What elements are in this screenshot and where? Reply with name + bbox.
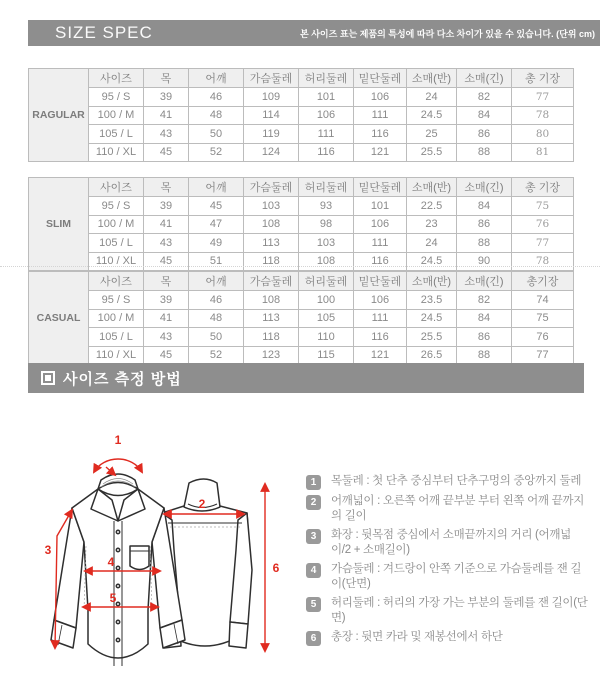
value-cell: 39 bbox=[144, 88, 189, 107]
value-cell: 106 bbox=[354, 291, 407, 310]
value-cell: 86 bbox=[457, 125, 512, 144]
item-text: 어깨넓이 : 오른쪽 어깨 끝부분 부터 왼쪽 어깨 끝까지의 길이 bbox=[331, 495, 585, 522]
item-text: 화장 : 뒷목점 중심에서 소매끝까지의 거리 (어깨넓이/2 + 소매길이) bbox=[331, 529, 571, 556]
value-cell: 43 bbox=[144, 125, 189, 144]
value-cell: 115 bbox=[299, 346, 354, 365]
value-cell: 39 bbox=[144, 291, 189, 310]
value-cell: 47 bbox=[189, 215, 244, 234]
measure-arrow-neck bbox=[94, 459, 142, 472]
value-cell: 49 bbox=[189, 234, 244, 253]
size-table-slim bbox=[28, 177, 574, 271]
value-cell: 51 bbox=[189, 252, 244, 271]
size-cell: 105 / L bbox=[89, 328, 144, 347]
column-header: 밑단둘레 bbox=[354, 69, 407, 88]
value-cell: 78 bbox=[512, 106, 574, 125]
size-cell: 95 / S bbox=[89, 88, 144, 107]
value-cell: 52 bbox=[189, 143, 244, 162]
item-number-badge: 2 bbox=[306, 495, 321, 510]
group-label: CASUAL bbox=[29, 272, 89, 365]
value-cell: 41 bbox=[144, 106, 189, 125]
value-cell: 114 bbox=[244, 106, 299, 125]
value-cell: 82 bbox=[457, 88, 512, 107]
diagram-label-2: 2 bbox=[198, 497, 206, 511]
value-cell: 76 bbox=[512, 328, 574, 347]
table-row bbox=[29, 328, 574, 347]
column-header: 소매(긴) bbox=[457, 272, 512, 291]
column-header: 소매(긴) bbox=[457, 178, 512, 197]
size-cell: 105 / L bbox=[89, 234, 144, 253]
value-cell: 77 bbox=[512, 234, 574, 253]
table-row bbox=[29, 88, 574, 107]
diagram-label-3: 3 bbox=[44, 543, 52, 557]
size-cell: 100 / M bbox=[89, 309, 144, 328]
item-text: 가슴둘레 : 겨드랑이 안쪽 기준으로 가슴둘레를 잰 길이(단면) bbox=[331, 563, 582, 590]
item-number-badge: 5 bbox=[306, 597, 321, 612]
table-row bbox=[29, 106, 574, 125]
value-cell: 111 bbox=[354, 106, 407, 125]
value-cell: 111 bbox=[299, 125, 354, 144]
table-row bbox=[29, 143, 574, 162]
value-cell: 26.5 bbox=[407, 346, 457, 365]
table-row bbox=[29, 252, 574, 271]
size-cell: 95 / S bbox=[89, 291, 144, 310]
value-cell: 23 bbox=[407, 215, 457, 234]
value-cell: 78 bbox=[512, 252, 574, 271]
value-cell: 84 bbox=[457, 106, 512, 125]
item-number-badge: 1 bbox=[306, 475, 321, 490]
size-table-casual bbox=[28, 271, 574, 365]
header-note: 본 사이즈 표는 제품의 특성에 따라 다소 차이가 있을 수 있습니다. (단위 cm) bbox=[300, 28, 595, 39]
column-header: 밑단둘레 bbox=[354, 272, 407, 291]
measure-guide-item bbox=[306, 596, 590, 626]
value-cell: 90 bbox=[457, 252, 512, 271]
size-cell: 110 / XL bbox=[89, 346, 144, 365]
column-header: 총 기장 bbox=[512, 178, 574, 197]
value-cell: 105 bbox=[299, 309, 354, 328]
value-cell: 113 bbox=[244, 309, 299, 328]
column-header: 소매(긴) bbox=[457, 69, 512, 88]
table-row bbox=[29, 197, 574, 216]
value-cell: 88 bbox=[457, 143, 512, 162]
diagram-label-5: 5 bbox=[109, 591, 117, 605]
size-cell: 100 / M bbox=[89, 215, 144, 234]
value-cell: 84 bbox=[457, 309, 512, 328]
column-header: 목 bbox=[144, 272, 189, 291]
diagram-label-4: 4 bbox=[107, 555, 115, 569]
size-cell: 110 / XL bbox=[89, 252, 144, 271]
table-row bbox=[29, 234, 574, 253]
front-shirt bbox=[51, 474, 185, 666]
value-cell: 106 bbox=[299, 106, 354, 125]
item-number-badge: 4 bbox=[306, 563, 321, 578]
value-cell: 43 bbox=[144, 234, 189, 253]
value-cell: 86 bbox=[457, 328, 512, 347]
value-cell: 45 bbox=[144, 143, 189, 162]
value-cell: 108 bbox=[299, 252, 354, 271]
value-cell: 109 bbox=[244, 88, 299, 107]
value-cell: 50 bbox=[189, 125, 244, 144]
column-header: 허리둘레 bbox=[299, 272, 354, 291]
value-cell: 93 bbox=[299, 197, 354, 216]
value-cell: 118 bbox=[244, 328, 299, 347]
value-cell: 119 bbox=[244, 125, 299, 144]
column-header: 가슴둘레 bbox=[244, 69, 299, 88]
value-cell: 101 bbox=[299, 88, 354, 107]
size-cell: 100 / M bbox=[89, 106, 144, 125]
value-cell: 45 bbox=[144, 252, 189, 271]
item-number-badge: 3 bbox=[306, 529, 321, 544]
value-cell: 86 bbox=[457, 215, 512, 234]
value-cell: 50 bbox=[189, 328, 244, 347]
value-cell: 113 bbox=[244, 234, 299, 253]
value-cell: 41 bbox=[144, 215, 189, 234]
shirt-measurement-diagram bbox=[24, 420, 304, 699]
column-header: 허리둘레 bbox=[299, 69, 354, 88]
column-header: 어깨 bbox=[189, 272, 244, 291]
value-cell: 81 bbox=[512, 143, 574, 162]
table-row bbox=[29, 291, 574, 310]
column-header: 가슴둘레 bbox=[244, 272, 299, 291]
value-cell: 103 bbox=[244, 197, 299, 216]
value-cell: 23.5 bbox=[407, 291, 457, 310]
value-cell: 48 bbox=[189, 309, 244, 328]
measure-guide-item bbox=[306, 528, 590, 558]
value-cell: 103 bbox=[299, 234, 354, 253]
value-cell: 24.5 bbox=[407, 106, 457, 125]
group-label: RAGULAR bbox=[29, 69, 89, 162]
value-cell: 76 bbox=[512, 215, 574, 234]
table-row bbox=[29, 346, 574, 365]
measure-pointer-collar bbox=[106, 467, 115, 475]
section-title: 사이즈 측정 방법 bbox=[63, 370, 182, 388]
item-text: 총장 : 뒷면 카라 및 재봉선에서 하단 bbox=[331, 631, 503, 643]
value-cell: 116 bbox=[354, 252, 407, 271]
value-cell: 25.5 bbox=[407, 143, 457, 162]
diagram-label-6: 6 bbox=[272, 561, 280, 575]
value-cell: 110 bbox=[299, 328, 354, 347]
page-title: SIZE SPEC bbox=[55, 23, 153, 42]
size-cell: 110 / XL bbox=[89, 143, 144, 162]
column-header: 어깨 bbox=[189, 69, 244, 88]
value-cell: 98 bbox=[299, 215, 354, 234]
measure-guide-item bbox=[306, 474, 590, 490]
column-header: 소매(반) bbox=[407, 272, 457, 291]
value-cell: 80 bbox=[512, 125, 574, 144]
table-row bbox=[29, 309, 574, 328]
table-divider bbox=[0, 266, 600, 267]
table-row bbox=[29, 215, 574, 234]
value-cell: 75 bbox=[512, 309, 574, 328]
value-cell: 123 bbox=[244, 346, 299, 365]
size-spec-header bbox=[28, 20, 600, 46]
value-cell: 100 bbox=[299, 291, 354, 310]
table-row bbox=[29, 125, 574, 144]
value-cell: 121 bbox=[354, 346, 407, 365]
measure-guide-item bbox=[306, 494, 590, 524]
value-cell: 25.5 bbox=[407, 328, 457, 347]
value-cell: 48 bbox=[189, 106, 244, 125]
value-cell: 43 bbox=[144, 328, 189, 347]
value-cell: 101 bbox=[354, 197, 407, 216]
size-cell: 105 / L bbox=[89, 125, 144, 144]
value-cell: 22.5 bbox=[407, 197, 457, 216]
column-header: 총 기장 bbox=[512, 69, 574, 88]
column-header: 사이즈 bbox=[89, 178, 144, 197]
value-cell: 118 bbox=[244, 252, 299, 271]
value-cell: 74 bbox=[512, 291, 574, 310]
column-header: 사이즈 bbox=[89, 69, 144, 88]
value-cell: 116 bbox=[354, 328, 407, 347]
column-header: 허리둘레 bbox=[299, 178, 354, 197]
column-header: 밑단둘레 bbox=[354, 178, 407, 197]
value-cell: 45 bbox=[144, 346, 189, 365]
value-cell: 82 bbox=[457, 291, 512, 310]
value-cell: 24 bbox=[407, 88, 457, 107]
measure-guide-item bbox=[306, 630, 590, 646]
measure-guide-item bbox=[306, 562, 590, 592]
value-cell: 108 bbox=[244, 215, 299, 234]
size-cell: 95 / S bbox=[89, 197, 144, 216]
value-cell: 77 bbox=[512, 88, 574, 107]
value-cell: 88 bbox=[457, 346, 512, 365]
square-icon bbox=[41, 371, 55, 385]
item-number-badge: 6 bbox=[306, 631, 321, 646]
value-cell: 121 bbox=[354, 143, 407, 162]
value-cell: 41 bbox=[144, 309, 189, 328]
column-header: 소매(반) bbox=[407, 178, 457, 197]
value-cell: 108 bbox=[244, 291, 299, 310]
value-cell: 45 bbox=[189, 197, 244, 216]
value-cell: 84 bbox=[457, 197, 512, 216]
value-cell: 116 bbox=[299, 143, 354, 162]
value-cell: 111 bbox=[354, 309, 407, 328]
value-cell: 46 bbox=[189, 291, 244, 310]
value-cell: 24.5 bbox=[407, 309, 457, 328]
item-text: 목둘레 : 첫 단추 중심부터 단추구멍의 중앙까지 둘레 bbox=[331, 475, 582, 487]
value-cell: 111 bbox=[354, 234, 407, 253]
value-cell: 52 bbox=[189, 346, 244, 365]
value-cell: 116 bbox=[354, 125, 407, 144]
value-cell: 88 bbox=[457, 234, 512, 253]
value-cell: 106 bbox=[354, 88, 407, 107]
column-header: 어깨 bbox=[189, 178, 244, 197]
measure-guide-list bbox=[306, 474, 590, 650]
value-cell: 46 bbox=[189, 88, 244, 107]
value-cell: 124 bbox=[244, 143, 299, 162]
diagram-label-1: 1 bbox=[114, 433, 122, 447]
value-cell: 39 bbox=[144, 197, 189, 216]
measure-section-header bbox=[28, 363, 584, 393]
size-table-ragular bbox=[28, 68, 574, 162]
value-cell: 25 bbox=[407, 125, 457, 144]
column-header: 목 bbox=[144, 69, 189, 88]
item-text: 허리둘레 : 허리의 가장 가는 부분의 둘레를 잰 길이(단면) bbox=[331, 597, 588, 624]
column-header: 목 bbox=[144, 178, 189, 197]
value-cell: 106 bbox=[354, 215, 407, 234]
column-header: 총기장 bbox=[512, 272, 574, 291]
value-cell: 77 bbox=[512, 346, 574, 365]
column-header: 사이즈 bbox=[89, 272, 144, 291]
column-header: 소매(반) bbox=[407, 69, 457, 88]
value-cell: 24 bbox=[407, 234, 457, 253]
column-header: 가슴둘레 bbox=[244, 178, 299, 197]
value-cell: 75 bbox=[512, 197, 574, 216]
group-label: SLIM bbox=[29, 178, 89, 271]
value-cell: 24.5 bbox=[407, 252, 457, 271]
